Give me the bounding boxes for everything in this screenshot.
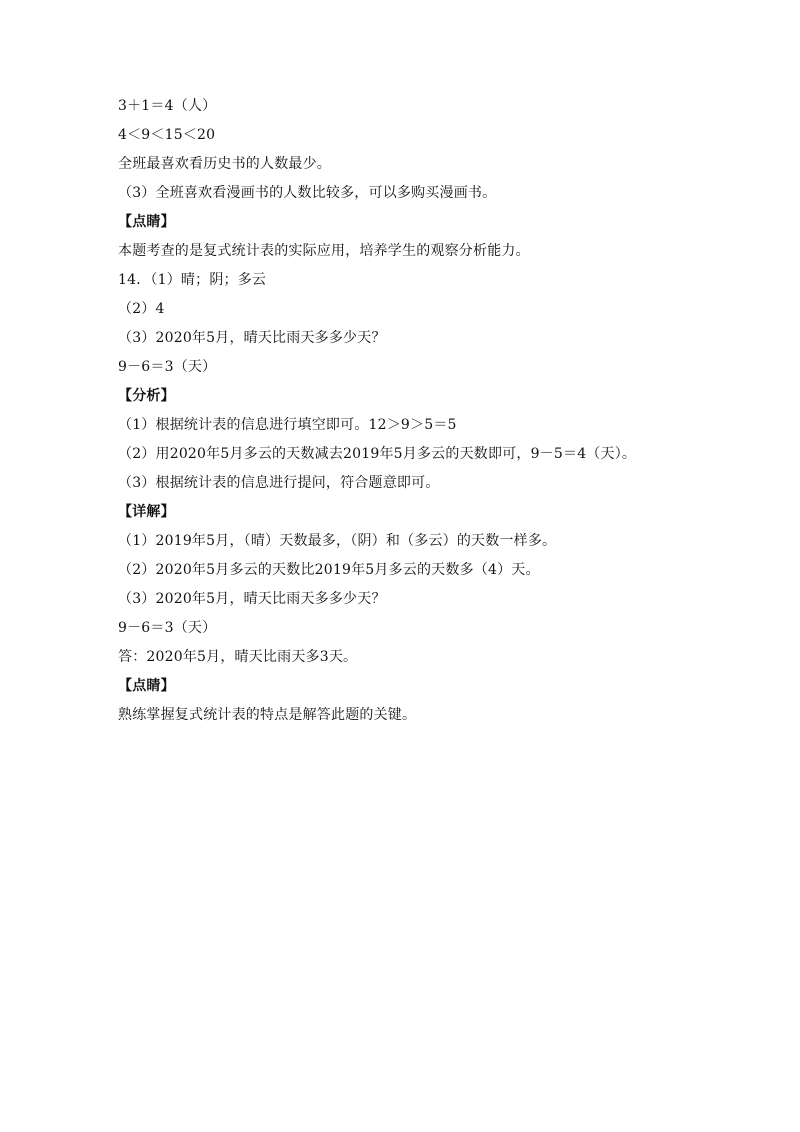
text-line: 熟练掌握复式统计表的特点是解答此题的关键。 bbox=[118, 707, 417, 723]
text-line: 4＜9＜15＜20 bbox=[118, 127, 216, 143]
document-page bbox=[118, 92, 698, 730]
text-line: 全班最喜欢看历史书的人数最少。 bbox=[118, 156, 331, 172]
text-line: 3＋1＝4（人） bbox=[118, 98, 217, 114]
text-line: （3）2020年5月，晴天比雨天多多少天？ bbox=[118, 330, 386, 346]
section-heading: 【详解】 bbox=[118, 504, 175, 520]
text-line: 答：2020年5月，晴天比雨天多3天。 bbox=[118, 649, 358, 665]
text-line: （3）2020年5月，晴天比雨天多多少天？ bbox=[118, 591, 386, 607]
text-line: （1）2019年5月，（晴）天数最多，（阴）和（多云）的天数一样多。 bbox=[118, 533, 557, 549]
section-heading: 【分析】 bbox=[118, 388, 175, 404]
question-number-line: 14．（1）晴；阴；多云 bbox=[118, 272, 267, 288]
text-line: （2）2020年5月多云的天数比2019年5月多云的天数多（4）天。 bbox=[118, 562, 540, 578]
text-line: 9－6＝3（天） bbox=[118, 359, 217, 375]
text-line: （3）全班喜欢看漫画书的人数比较多，可以多购买漫画书。 bbox=[118, 185, 497, 201]
text-line: （1）根据统计表的信息进行填空即可。12＞9＞5＝5 bbox=[118, 417, 457, 433]
text-line: （2）用2020年5月多云的天数减去2019年5月多云的天数即可，9－5＝4（天）。 bbox=[118, 446, 637, 462]
section-heading: 【点睛】 bbox=[118, 214, 175, 230]
section-heading: 【点睛】 bbox=[118, 678, 175, 694]
text-line: （2）4 bbox=[118, 301, 165, 317]
text-line: 9－6＝3（天） bbox=[118, 620, 217, 636]
text-line: 本题考查的是复式统计表的实际应用，培养学生的观察分析能力。 bbox=[118, 243, 530, 259]
text-line: （3）根据统计表的信息进行提问，符合题意即可。 bbox=[118, 475, 440, 491]
